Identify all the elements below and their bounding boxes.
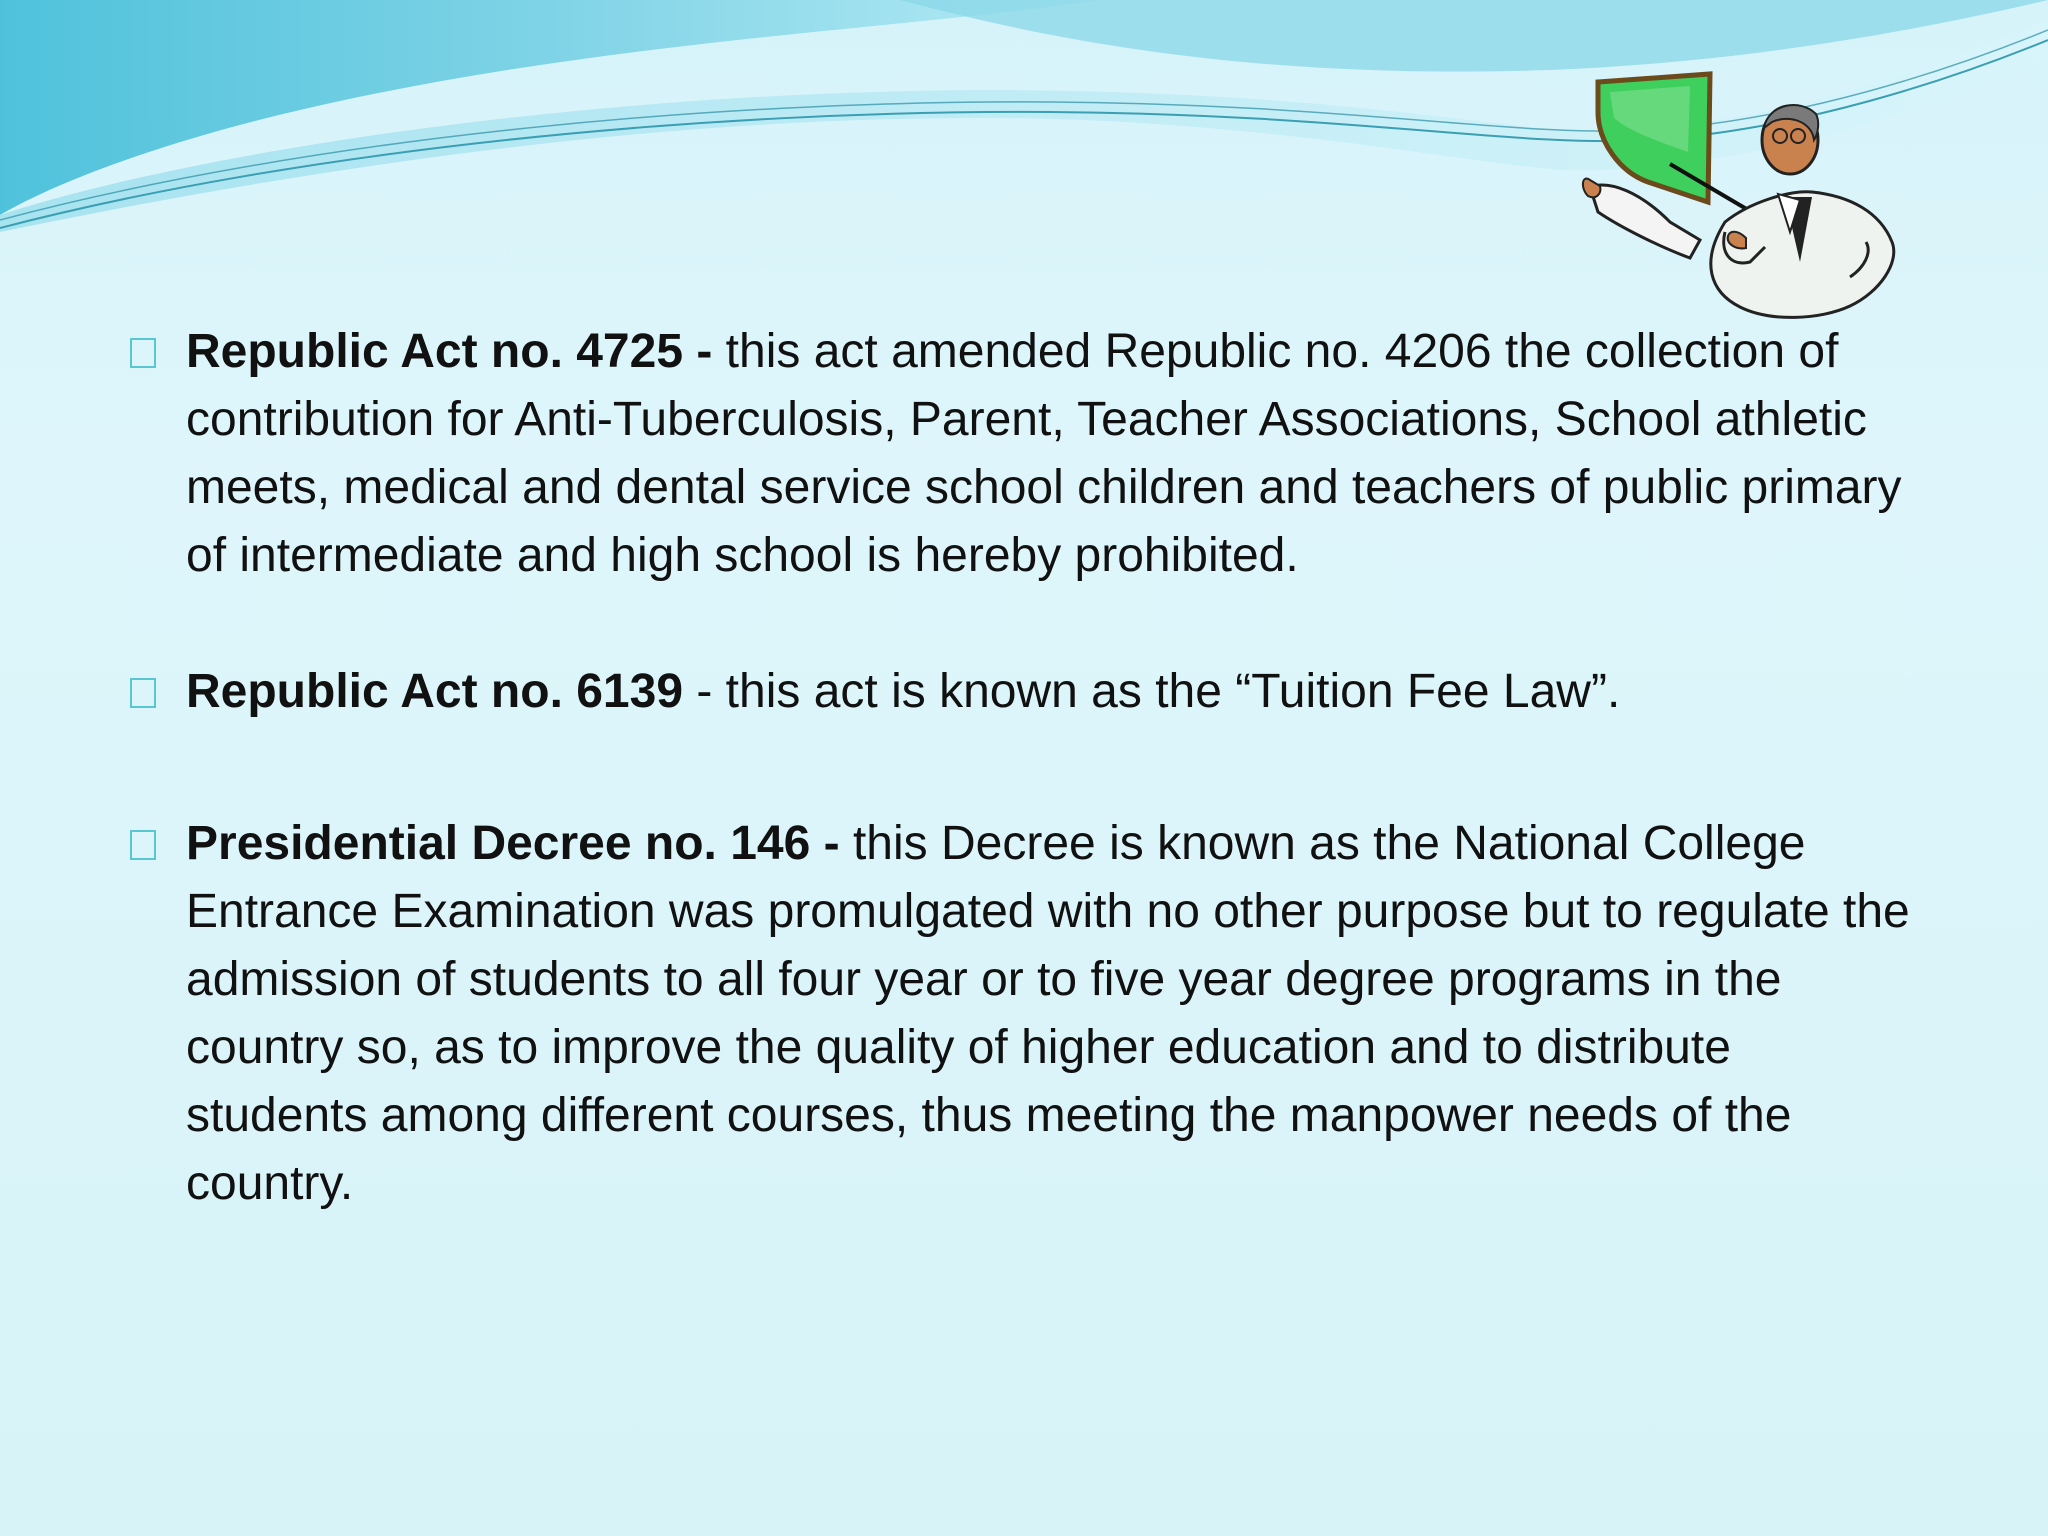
square-bullet-icon <box>130 830 156 860</box>
slide-content <box>124 318 1924 1286</box>
item-text: - this act is known as the “Tuition Fee Law”. <box>683 665 1621 718</box>
item-term: Presidential Decree no. 146 - <box>186 817 840 870</box>
list-item <box>124 658 1924 726</box>
item-text: this Decree is known as the National College Entrance Examination was promulgated with no other purpose but to regulate the admission of students to all four year or to five year degree programs in the country so, as to improve the quality of higher education and to distribute students among different courses, thus meeting the manpower needs of the country. <box>186 817 1910 1210</box>
list-item <box>124 810 1924 1218</box>
square-bullet-icon <box>130 338 156 368</box>
square-bullet-icon <box>130 678 156 708</box>
item-term: Republic Act no. 6139 <box>186 665 684 718</box>
teacher-illustration-icon <box>1550 62 1930 327</box>
list-item <box>124 318 1924 590</box>
item-term: Republic Act no. 4725 - <box>186 325 713 378</box>
item-text: this act amended Republic no. 4206 the collection of contribution for Anti-Tuberculosis, Parent, Teacher Associations, School athletic meets, medical and dental service school children and teachers of public primary of intermediate and high school is hereby prohibited. <box>186 325 1902 582</box>
